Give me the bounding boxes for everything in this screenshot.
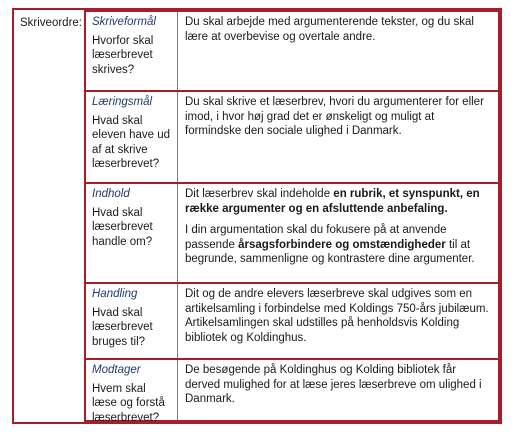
row-heading: Skriveformål [92, 16, 156, 28]
answer-paragraph [185, 15, 492, 44]
row-heading: Handling [92, 288, 138, 300]
question-cell [86, 360, 178, 424]
writing-order-table [12, 8, 502, 424]
row-heading: Modtager [92, 364, 141, 376]
table-row-laeringsmaal [84, 92, 500, 184]
answer-text: Dit og de andre elevers læserbreve skal udgives som en artikelsamling i forbindelse med Koldings 750-års jubilæum. Artikelsamlingen skal udstilles på henholdsvis Kolding bibliotek og Koldinghus. [185, 288, 489, 344]
answer-paragraph [185, 287, 492, 345]
row-question: Hvad skal læserbrevet handle om? [92, 206, 153, 248]
answer-text: til at begrunde, sammenligne og kontrastere dine argumenter. [185, 238, 475, 265]
question-cell [86, 184, 178, 282]
answer-cell [178, 92, 498, 182]
answer-cell [178, 284, 498, 358]
question-cell [86, 284, 178, 358]
answer-text: I din argumentation skal du fokusere på at anvende passende [185, 224, 447, 251]
answer-text: Dit læserbrev skal indeholde [185, 188, 334, 200]
row-question: Hvem skal læse og forstå læserbrevet? [92, 382, 165, 424]
table-body [84, 10, 500, 422]
row-question: Hvad skal læserbrevet bruges til? [92, 306, 153, 348]
table-row-modtager [84, 360, 500, 422]
answer-paragraph [185, 187, 492, 216]
question-cell [86, 92, 178, 182]
row-heading: Læringsmål [92, 96, 153, 108]
answer-paragraph [185, 223, 492, 267]
row-heading: Indhold [92, 188, 130, 200]
table-row-skriveformaal [84, 10, 500, 92]
row-question: Hvorfor skal læserbrevet skrives? [92, 34, 154, 76]
answer-text: Du skal skrive et læserbrev, hvori du argumenterer for eller imod, i hvor høj grad det er ønskeligt og muligt at formindske den sociale ulighed i Danmark. [185, 96, 484, 137]
answer-cell [178, 184, 498, 282]
answer-text-bold: en rubrik, et synspunkt, en række argumenter og en afsluttende anbefaling. [185, 188, 480, 215]
answer-text: De besøgende på Koldinghus og Kolding bibliotek får derved mulighed for at læse jeres læserbreve om ulighed i Danmark. [185, 364, 482, 405]
question-cell [86, 12, 178, 90]
answer-paragraph [185, 363, 492, 407]
row-question: Hvad skal eleven have ud af at skrive læserbrevet? [92, 114, 171, 170]
answer-cell [178, 360, 498, 420]
answer-text-bold: årsagsforbindere og omstændigheder [238, 238, 446, 251]
answer-text: Du skal arbejde med argumenterende tekster, og du skal lære at overbevise og overtale andre. [185, 16, 474, 43]
table-row-handling [84, 284, 500, 360]
answer-cell [178, 12, 498, 90]
side-label: Skriveordre: [20, 17, 82, 29]
answer-paragraph [185, 95, 492, 139]
table-row-indhold [84, 184, 500, 284]
